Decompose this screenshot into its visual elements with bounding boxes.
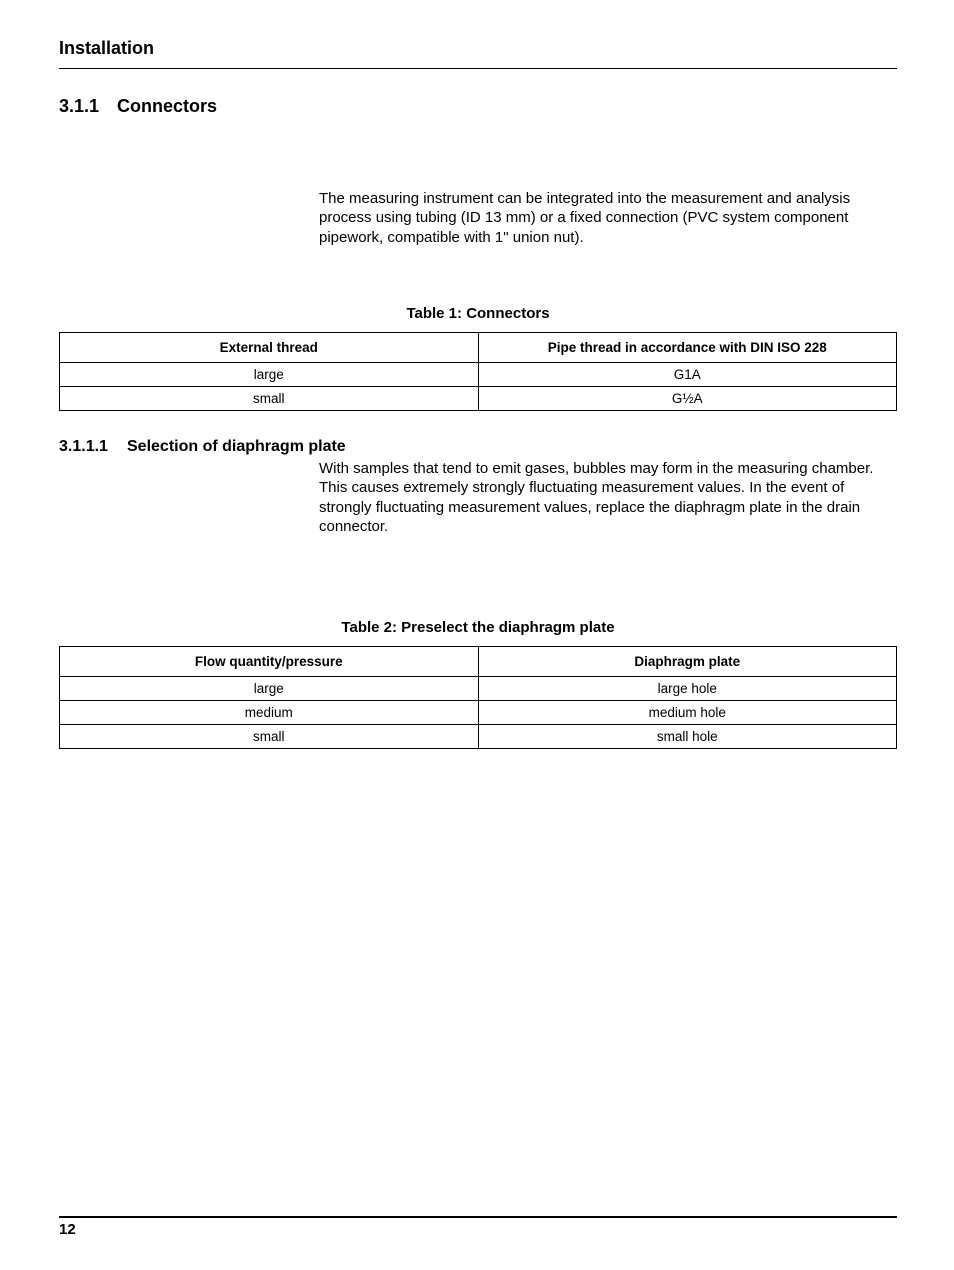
table-row bbox=[60, 701, 897, 725]
table-cell: large bbox=[60, 677, 479, 701]
table-cell: G1A bbox=[478, 363, 897, 387]
table-cell: large hole bbox=[478, 677, 897, 701]
footer-rule bbox=[59, 1216, 897, 1218]
table-cell: G½A bbox=[478, 387, 897, 411]
table2-caption: Table 2: Preselect the diaphragm plate bbox=[341, 619, 615, 636]
subsection-paragraph: With samples that tend to emit gases, bubbles may form in the measuring chamber. This causes extremely strongly fluctuating measurement values. In the event of strongly fluctuating measurement values, replace the diaphragm plate in the drain connector. bbox=[319, 460, 874, 536]
table-header-cell: Pipe thread in accordance with DIN ISO 228 bbox=[478, 333, 897, 363]
table-header-cell: Diaphragm plate bbox=[478, 647, 897, 677]
diaphragm-plate-table bbox=[59, 646, 897, 749]
section-heading bbox=[59, 96, 217, 117]
table-header-row bbox=[60, 647, 897, 677]
table-cell: small bbox=[60, 387, 479, 411]
table-row bbox=[60, 725, 897, 749]
subsection-heading bbox=[59, 438, 346, 456]
table-row bbox=[60, 387, 897, 411]
table-cell: small hole bbox=[478, 725, 897, 749]
table-row bbox=[60, 363, 897, 387]
table-cell: medium hole bbox=[478, 701, 897, 725]
section-title: Connectors bbox=[117, 96, 218, 116]
table-header-row bbox=[60, 333, 897, 363]
subsection-title: Selection of diaphragm plate bbox=[127, 438, 346, 455]
connectors-table bbox=[59, 332, 897, 411]
table-cell: small bbox=[60, 725, 479, 749]
table-cell: large bbox=[60, 363, 479, 387]
intro-paragraph: The measuring instrument can be integrated into the measurement and analysis process using tubing (ID 13 mm) or a fixed connection (PVC system component pipework, compatible with 1" union nut). bbox=[319, 190, 851, 246]
subsection-number: 3.1.1.1 bbox=[59, 438, 108, 455]
table-cell: medium bbox=[60, 701, 479, 725]
table1-caption: Table 1: Connectors bbox=[406, 305, 550, 322]
table-header-cell: External thread bbox=[60, 333, 479, 363]
running-header-title: Installation bbox=[59, 38, 155, 58]
table-row bbox=[60, 677, 897, 701]
section-number: 3.1.1 bbox=[59, 96, 100, 116]
table-header-cell: Flow quantity/pressure bbox=[60, 647, 479, 677]
page-number: 12 bbox=[59, 1221, 76, 1238]
header-rule bbox=[59, 68, 897, 69]
